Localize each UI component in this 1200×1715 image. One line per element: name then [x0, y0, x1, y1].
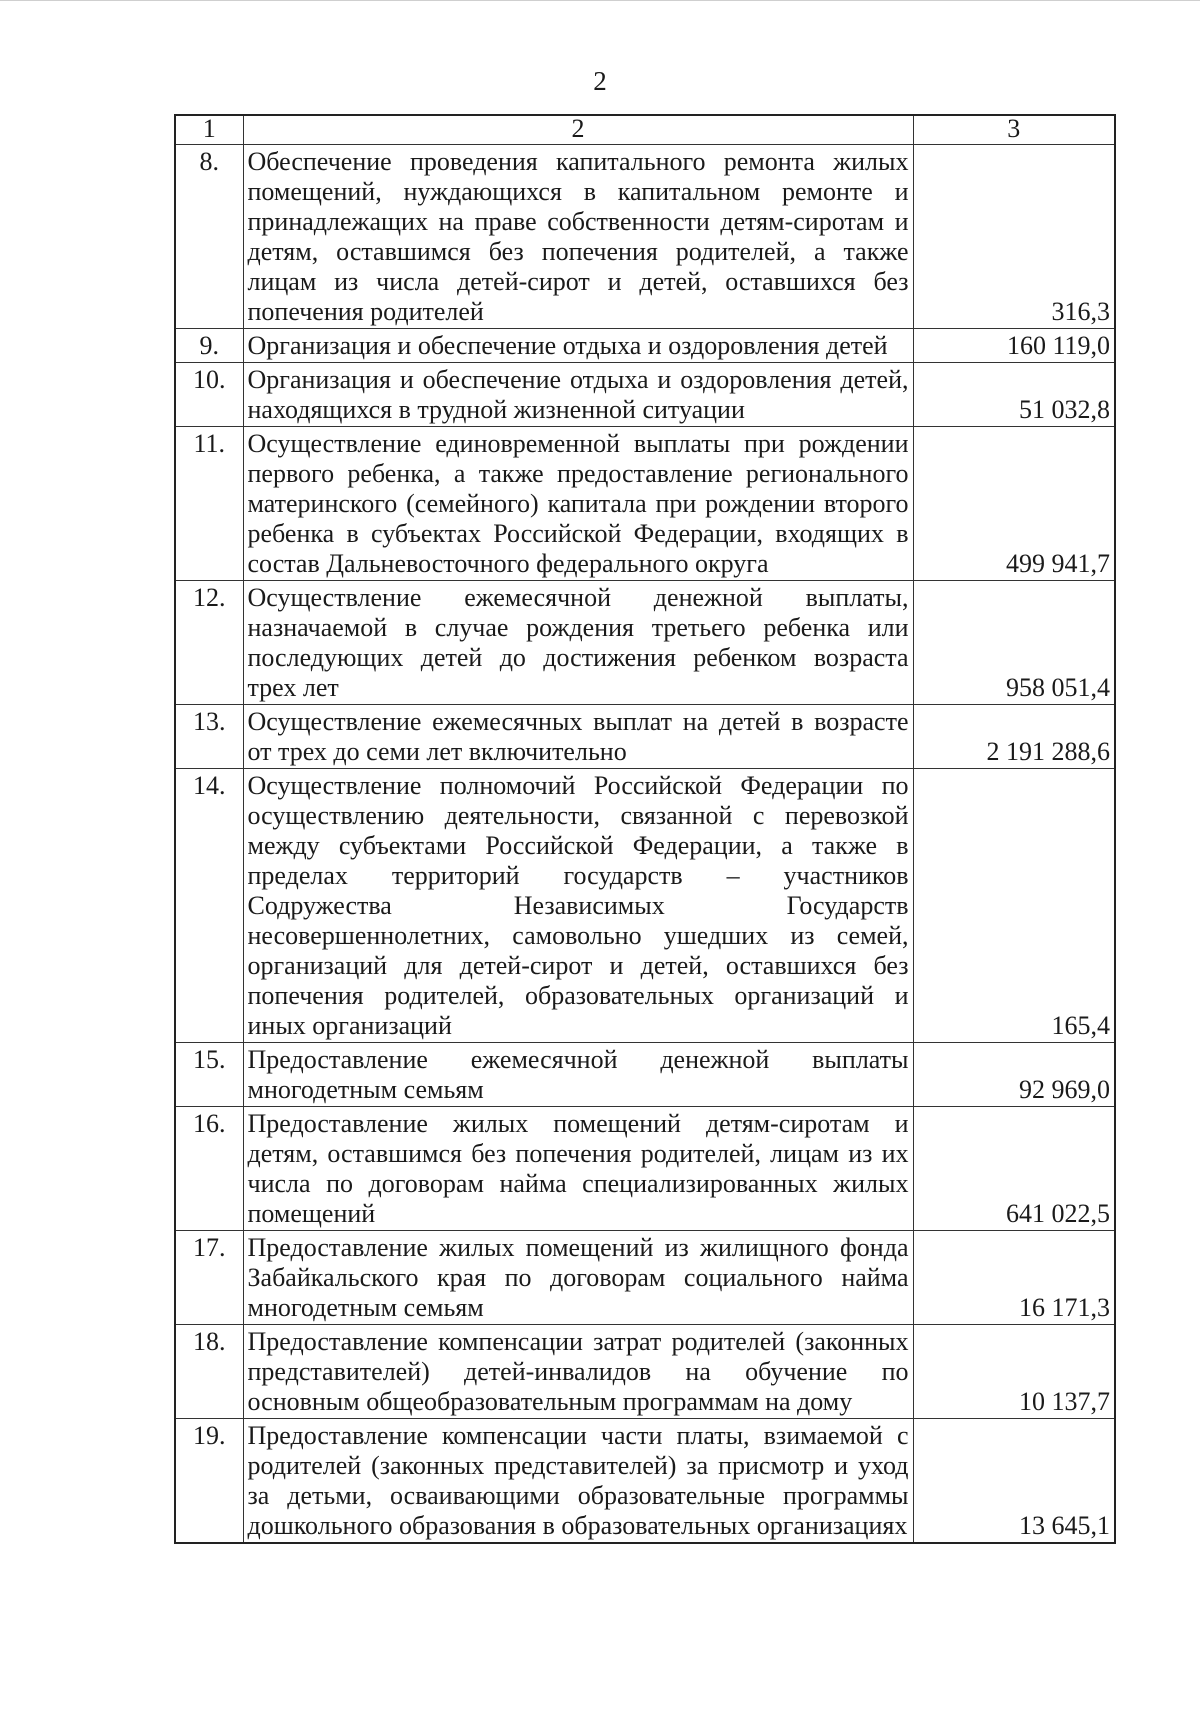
row-name: Осуществление единовременной выплаты при рождении первого ребенка, а также предоставление регионального материнского (семейного) капитала при рождении второго ребенка в субъектах Российской Федерации, входящих в состав Дальневосточного федерального округа [243, 427, 913, 581]
row-amount: 160 119,0 [913, 329, 1115, 363]
row-amount: 13 645,1 [913, 1419, 1115, 1544]
row-number: 8. [175, 145, 243, 329]
table-row [175, 1043, 1115, 1107]
table-row [175, 329, 1115, 363]
table-row [175, 1107, 1115, 1231]
column-header-name: 2 [243, 115, 913, 145]
page-number: 2 [593, 66, 607, 96]
row-number: 17. [175, 1231, 243, 1325]
row-amount: 958 051,4 [913, 581, 1115, 705]
row-name: Предоставление компенсации части платы, взимаемой с родителей (законных представителей) за присмотр и уход за детьми, осваивающими образовательные программы дошкольного образования в образовательных организациях [243, 1419, 913, 1544]
row-name: Предоставление жилых помещений из жилищного фонда Забайкальского края по договорам социального найма многодетным семьям [243, 1231, 913, 1325]
row-number: 11. [175, 427, 243, 581]
table-row [175, 427, 1115, 581]
row-amount: 641 022,5 [913, 1107, 1115, 1231]
row-amount: 2 191 288,6 [913, 705, 1115, 769]
row-number: 13. [175, 705, 243, 769]
row-number: 9. [175, 329, 243, 363]
row-number: 19. [175, 1419, 243, 1544]
table-row [175, 363, 1115, 427]
row-name: Организация и обеспечение отдыха и оздоровления детей, находящихся в трудной жизненной ситуации [243, 363, 913, 427]
table-row [175, 1325, 1115, 1419]
table-row [175, 1231, 1115, 1325]
row-number: 12. [175, 581, 243, 705]
row-number: 18. [175, 1325, 243, 1419]
row-name: Осуществление ежемесячных выплат на детей в возрасте от трех до семи лет включительно [243, 705, 913, 769]
row-amount: 51 032,8 [913, 363, 1115, 427]
table-row [175, 581, 1115, 705]
table-row [175, 705, 1115, 769]
row-amount: 316,3 [913, 145, 1115, 329]
row-number: 15. [175, 1043, 243, 1107]
scan-edge [0, 0, 1200, 1]
table-row [175, 145, 1115, 329]
row-name: Предоставление ежемесячной денежной выплаты многодетным семьям [243, 1043, 913, 1107]
column-header-number: 1 [175, 115, 243, 145]
row-name: Предоставление компенсации затрат родителей (законных представителей) детей-инвалидов на обучение по основным общеобразовательным программам на дому [243, 1325, 913, 1419]
row-name: Обеспечение проведения капитального ремонта жилых помещений, нуждающихся в капитальном ремонте и принадлежащих на праве собственности детям-сиротам и детям, оставшимся без попечения родителей, а также лицам из числа детей-сирот и детей, оставшихся без попечения родителей [243, 145, 913, 329]
budget-table [174, 114, 1116, 1544]
row-name: Осуществление ежемесячной денежной выплаты, назначаемой в случае рождения третьего ребенка или последующих детей до достижения ребенком возраста трех лет [243, 581, 913, 705]
table-row [175, 1419, 1115, 1544]
row-amount: 165,4 [913, 769, 1115, 1043]
row-amount: 499 941,7 [913, 427, 1115, 581]
row-number: 10. [175, 363, 243, 427]
row-number: 14. [175, 769, 243, 1043]
row-amount: 92 969,0 [913, 1043, 1115, 1107]
row-name: Предоставление жилых помещений детям-сиротам и детям, оставшимся без попечения родителей, лицам из их числа по договорам найма специализированных жилых помещений [243, 1107, 913, 1231]
row-amount: 10 137,7 [913, 1325, 1115, 1419]
table-row [175, 769, 1115, 1043]
row-name: Организация и обеспечение отдыха и оздоровления детей [243, 329, 913, 363]
row-name: Осуществление полномочий Российской Федерации по осуществлению деятельности, связанной с перевозкой между субъектами Российской Федерации, а также в пределах территорий государств – участников Содружества Независимых Государств несовершеннолетних, самовольно ушедших из семей, организаций для детей-сирот и детей, оставшихся без попечения родителей, образовательных организаций и иных организаций [243, 769, 913, 1043]
row-number: 16. [175, 1107, 243, 1231]
column-header-amount: 3 [913, 115, 1115, 145]
row-amount: 16 171,3 [913, 1231, 1115, 1325]
table-header-row [175, 115, 1115, 145]
